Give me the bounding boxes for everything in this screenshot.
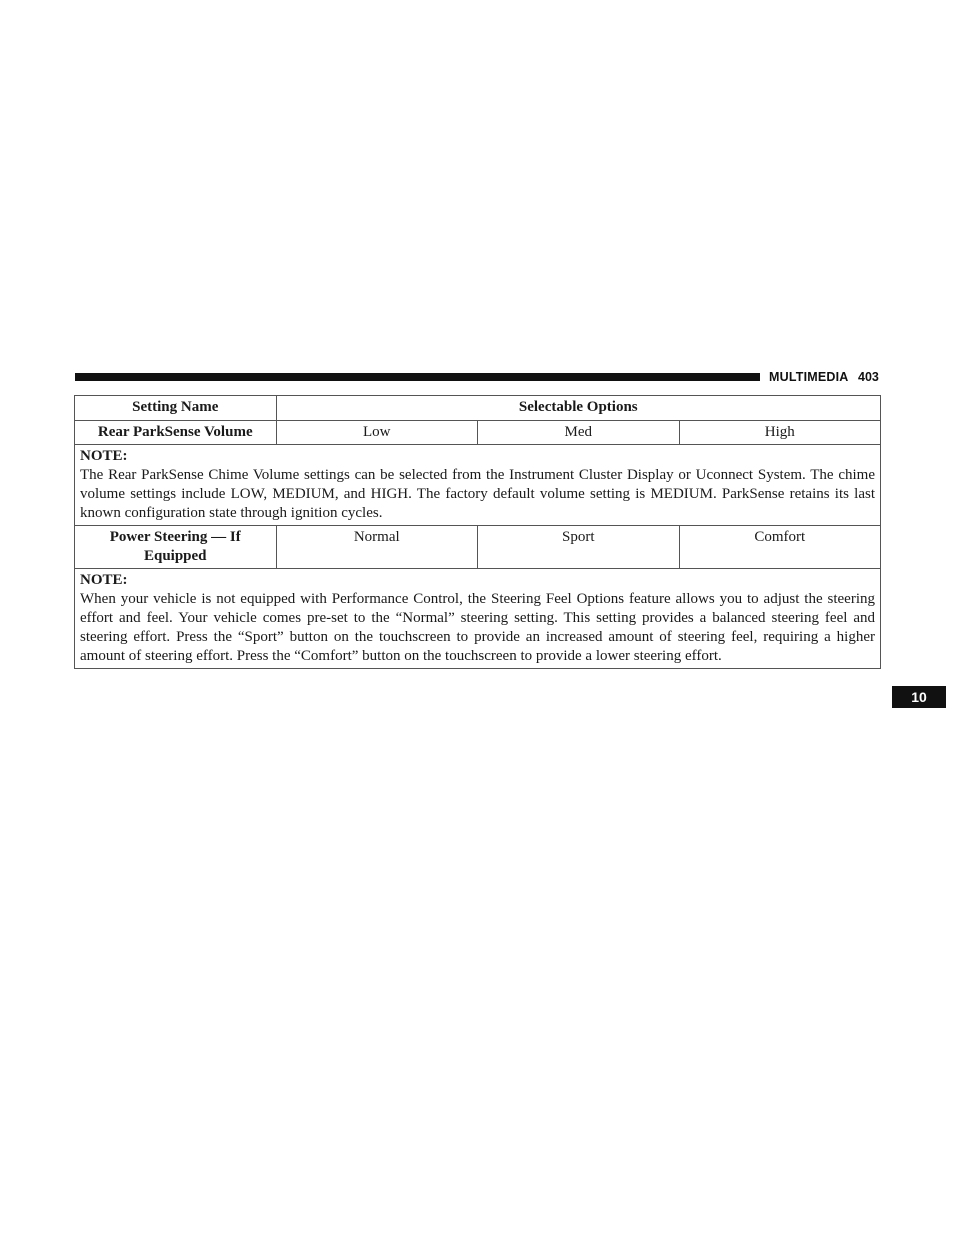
note-cell xyxy=(75,569,881,669)
option-sport: Sport xyxy=(478,526,680,569)
setting-name-power-steering: Power Steering — If Equipped xyxy=(75,526,277,569)
chapter-tab: 10 xyxy=(892,686,946,708)
table-header-row xyxy=(75,396,881,421)
page-number: 403 xyxy=(858,370,879,384)
note-label: NOTE: xyxy=(80,572,128,588)
section-title: MULTIMEDIA xyxy=(769,370,849,384)
note-text: When your vehicle is not equipped with Performance Control, the Steering Feel Options feature allows you to adjust the steering effort and feel. Your vehicle comes pre-set to the “Normal” steering setting. This setting provides a balanced steering feel and steering effort. Press the “Sport” button on the touchscreen to provide an increased amount of steering feel, requiring a higher amount of steering effort. Press the “Comfort” button on the touchscreen to provide a lower steering effort. xyxy=(80,591,875,664)
setting-name-rear-parksense-volume: Rear ParkSense Volume xyxy=(75,421,277,445)
table-row xyxy=(75,526,881,569)
note-row xyxy=(75,445,881,526)
note-text: The Rear ParkSense Chime Volume settings can be selected from the Instrument Cluster Display or Uconnect System. The chime volume settings include LOW, MEDIUM, and HIGH. The factory default volume setting is MEDIUM. ParkSense retains its last known configuration state through ignition cycles. xyxy=(80,467,875,521)
settings-table xyxy=(74,395,881,669)
option-high: High xyxy=(679,421,881,445)
option-normal: Normal xyxy=(276,526,478,569)
option-med: Med xyxy=(478,421,680,445)
header-rule xyxy=(75,373,760,381)
column-header-setting-name: Setting Name xyxy=(75,396,277,421)
option-low: Low xyxy=(276,421,478,445)
column-header-selectable-options: Selectable Options xyxy=(276,396,881,421)
note-label: NOTE: xyxy=(80,448,128,464)
table-row xyxy=(75,421,881,445)
note-row xyxy=(75,569,881,669)
option-comfort: Comfort xyxy=(679,526,881,569)
note-cell xyxy=(75,445,881,526)
